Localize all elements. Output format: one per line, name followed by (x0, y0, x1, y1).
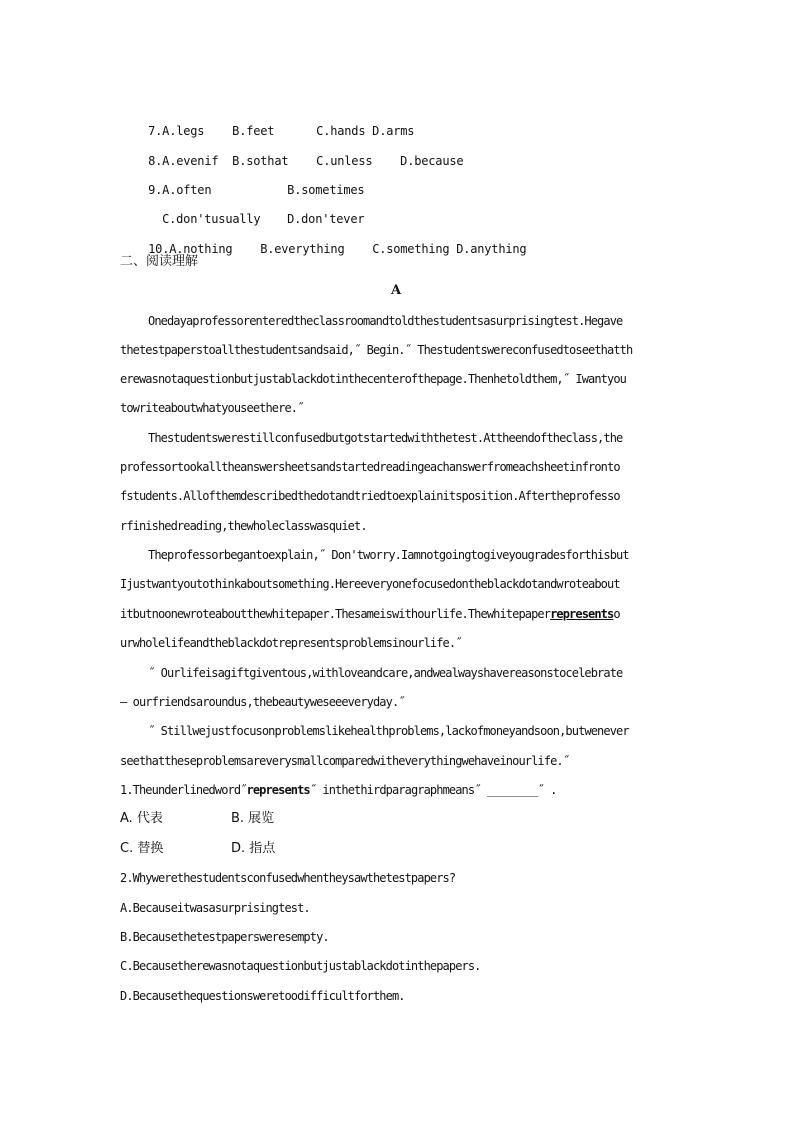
q1-keyword: represents (246, 783, 310, 797)
passage-p1-line1: Onedayaprofessorenteredtheclassroomandtoldthestudentsasurprisingtest.Hegave (148, 314, 623, 328)
passage-p1-line2: thetestpaperstoallthestudentsandsaid,˝ Begin.˝ Thestudentswereconfusedtoseethatth (120, 343, 633, 357)
passage-p4-line2: — ourfriendsaroundus,thebeautyweseeeveryday.˝ (120, 695, 405, 709)
q2-option-d: D.Becausethequestionsweretoodifficultforthem. (120, 989, 405, 1003)
q1-option-c: C. 替换 (120, 841, 164, 856)
passage-p3-line1: Theprofessorbegantoexplain,˝ Don'tworry.Iamnotgoingtogiveyougradesforthisbut (148, 548, 629, 562)
q8-option-a: A.evenif (162, 154, 219, 168)
q9-option-a: A.often (162, 183, 212, 197)
q7-option-d: D.arms (372, 124, 415, 138)
q7-option-b: B.feet (232, 124, 275, 138)
q1-option-d: D. 指点 (231, 841, 276, 856)
passage-p2-line4: rfinishedreading,thewholeclasswasquiet. (120, 519, 367, 533)
passage-p1-line3: erewasnotaquestionbutjustablackdotinthecenterofthepage.Thenhetoldthem,˝ Iwantyou (120, 372, 626, 386)
passage-p3-line3 (120, 606, 620, 622)
q1-stem-pre: 1.Theunderlinedword˝ (120, 783, 247, 797)
q9-option-b: B.sometimes (287, 183, 365, 197)
passage-p2-line3: fstudents.Allofthemdescribedthedotandtriedtoexplainitsposition.Aftertheprofesso (120, 489, 620, 503)
q2-option-c: C.Becausetherewasnotaquestionbutjustablackdotinthepapers. (120, 959, 481, 973)
passage-p3-line3-text: itbutnoonewroteaboutthewhitepaper.Thesameiswithourlife.Thewhitepaper (120, 607, 551, 621)
underlined-word-represents: represents (550, 607, 614, 621)
q7-option-a: A.legs (162, 124, 205, 138)
q9-number: 9. (148, 183, 163, 197)
passage-p5-line2: seethattheseproblemsareverysmallcomparedwitheverythingwehaveinourlife.˝ (120, 754, 570, 768)
q10-option-d: D.anything (456, 242, 527, 256)
q1-option-b: B. 展览 (231, 811, 275, 826)
passage-p4-line1: ˝ Ourlifeisagiftgiventous,withloveandcare,andwealwayshavereasonstocelebrate (148, 666, 623, 680)
q9-option-d: D.don'tever (287, 212, 365, 226)
q10-option-c: C.something (372, 242, 450, 256)
passage-label: A (391, 283, 402, 298)
q10-number: 10. (148, 242, 170, 256)
section-title: 二、阅读理解 (120, 254, 199, 269)
passage-p5-line1: ˝ Stillwejustfocusonproblemslikehealthproblems,lackofmoneyandsoon,butwenever (148, 724, 629, 738)
q2-option-b: B.Becausethetestpapersweresempty. (120, 930, 329, 944)
q10-option-b: B.everything (260, 242, 345, 256)
passage-p3-line2: Ijustwantyoutothinkaboutsomething.Hereeveryonefocusedontheblackdotandwroteabout (120, 577, 620, 591)
q1-options-row1 (120, 811, 274, 827)
q8-number: 8. (148, 154, 163, 168)
q1-option-a: A. 代表 (120, 811, 163, 826)
q1-stem-post: ˝ inthethirdparagraphmeans˝ ________˝ . (309, 783, 557, 797)
passage-p3-line4: urwholelifeandtheblackdotrepresentsproblemsinourlife.˝ (120, 636, 462, 650)
passage-p1-line4: towriteaboutwhatyouseethere.˝ (120, 401, 304, 415)
question-1-stem (120, 782, 556, 798)
q7-option-c: C.hands (316, 124, 366, 138)
passage-p2-line1: Thestudentswerestillconfusedbutgotstartedwiththetest.Attheendoftheclass,the (148, 431, 623, 445)
q10-option-a: A.nothing (169, 242, 233, 256)
q8-option-d: D.because (400, 154, 464, 168)
q8-option-b: B.sothat (232, 154, 289, 168)
passage-p3-line3-end: o (613, 607, 620, 621)
q1-options-row2 (120, 841, 275, 857)
q9-option-c: C.don'tusually (162, 212, 261, 226)
q8-option-c: C.unless (316, 154, 373, 168)
q7-number: 7. (148, 124, 163, 138)
question-2-stem: 2.Whywerethestudentsconfusedwhentheysawthetestpapers? (120, 871, 456, 885)
q2-option-a: A.Becauseitwasasurprisingtest. (120, 901, 310, 915)
passage-p2-line2: professortookalltheanswersheetsandstartedreadingeachanswerfromeachsheetinfronto (120, 460, 620, 474)
